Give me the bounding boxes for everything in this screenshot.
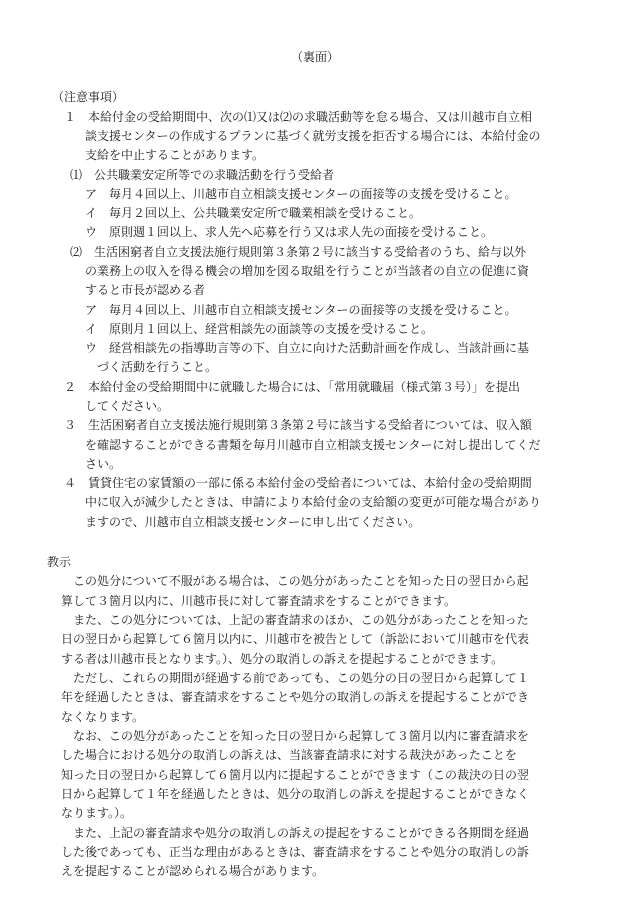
note-line: 支給を中止することがあります。 xyxy=(85,148,265,162)
notes-heading: （注意事項） xyxy=(52,90,125,104)
note-line: ４ 賃貸住宅の家賃額の一部に係る本給付金の受給者については、本給付金の受給期間 xyxy=(64,476,532,490)
note-line: さい。 xyxy=(85,457,122,471)
note-line: ますので、川越市自立相談支援センターに申し出てください。 xyxy=(85,515,421,529)
instruction-line: 日から起算して１年を経過したときは、処分の取消しの訴えを提起することができなく xyxy=(61,787,530,801)
note-line: ウ 原則週１回以上、求人先へ応募を行う又は求人先の面接を受けること。 xyxy=(85,225,494,239)
instruction-line: 算して３箇月以内に、川越市長に対して審査請求をすることができます。 xyxy=(61,594,457,608)
instruction-heading: 教示 xyxy=(47,555,72,569)
note-line: １ 本給付金の受給期間中、次の⑴又は⑵の求職活動等を怠る場合、又は川越市自立相 xyxy=(64,110,533,124)
instruction-line: また、上記の審査請求や処分の取消しの訴えの提起をすることができる各期間を経過 xyxy=(73,826,530,840)
instruction-line: する者は川越市長となります。）、処分の取消しの訴えを提起することができます。 xyxy=(61,652,504,666)
instruction-line: 日の翌日から起算して６箇月以内に、川越市を被告として（訴訟において川越市を代表 xyxy=(61,632,530,646)
instruction-line: えを提起することが認められる場合があります。 xyxy=(61,864,325,878)
instruction-line: なくなります。 xyxy=(61,710,145,724)
note-line: ⑵ 生活困窮者自立支援法施行規則第３条第２号に該当する受給者のうち、給与以外 xyxy=(70,245,527,259)
note-line: ２ 本給付金の受給期間中に就職した場合には、「常用就職届（様式第３号）」を提出 xyxy=(64,380,521,394)
note-line: イ 毎月２回以上、公共職業安定所で職業相談を受けること。 xyxy=(85,206,422,220)
note-line: ア 毎月４回以上、川越市自立相談支援センターの面接等の支援を受けること。 xyxy=(85,187,517,201)
note-line: づく活動を行うこと。 xyxy=(97,360,218,374)
note-line: ３ 生活困窮者自立支援法施行規則第３条第２号に該当する受給者については、収入額 xyxy=(64,418,532,432)
note-line: 談支援センターの作成するプランに基づく就労支援を拒否する場合には、本給付金の xyxy=(85,129,541,143)
instruction-line: 知った日の翌日から起算して６箇月以内に提起することができます（この裁決の日の翌 xyxy=(61,768,530,782)
instruction-line: なります。）。 xyxy=(61,806,133,820)
instruction-line: なお、この処分があったことを知った日の翌日から起算して３箇月以内に審査請求を xyxy=(73,729,529,743)
note-line: ウ 経営相談先の指導助言等の下、自立に向けた活動計画を作成し、当該計画に基 xyxy=(85,341,530,355)
instruction-line: した場合における処分の取消しの訴えは、当該審査請求に対する裁決があったことを xyxy=(61,748,517,762)
instruction-line: この処分について不服がある場合は、この処分があったことを知った日の翌日から起 xyxy=(73,574,529,588)
page-title: （裏面） xyxy=(290,50,339,64)
note-line: ⑴ 公共職業安定所等での求職活動を行う受給者 xyxy=(70,168,335,182)
instruction-line: した後であっても、正当な理由があるときは、審査請求をすることや処分の取消しの訴 xyxy=(61,845,529,859)
instruction-line: ただし、これらの期間が経過する前であっても、この処分の日の翌日から起算して１ xyxy=(73,671,529,685)
note-line: を確認することができる書類を毎月川越市自立相談支援センターに対し提出してくだ xyxy=(85,438,541,452)
instruction-line: 年を経過したときは、審査請求をすることや処分の取消しの訴えを提起することができ xyxy=(61,690,530,704)
note-line: すると市長が認める者 xyxy=(85,283,206,297)
instruction-line: また、この処分については、上記の審査請求のほか、この処分があったことを知った xyxy=(73,613,529,627)
note-line: ア 毎月４回以上、川越市自立相談支援センターの面接等の支援を受けること。 xyxy=(85,303,517,317)
note-line: の業務上の収入を得る機会の増加を図る取組を行うことが当該者の自立の促進に資 xyxy=(85,264,530,278)
note-line: 中に収入が減少したときは、申請により本給付金の支給額の変更が可能な場合があり xyxy=(85,495,542,509)
note-line: イ 原則月１回以上、経営相談先の面談等の支援を受けること。 xyxy=(85,322,434,336)
note-line: してください。 xyxy=(85,399,170,413)
